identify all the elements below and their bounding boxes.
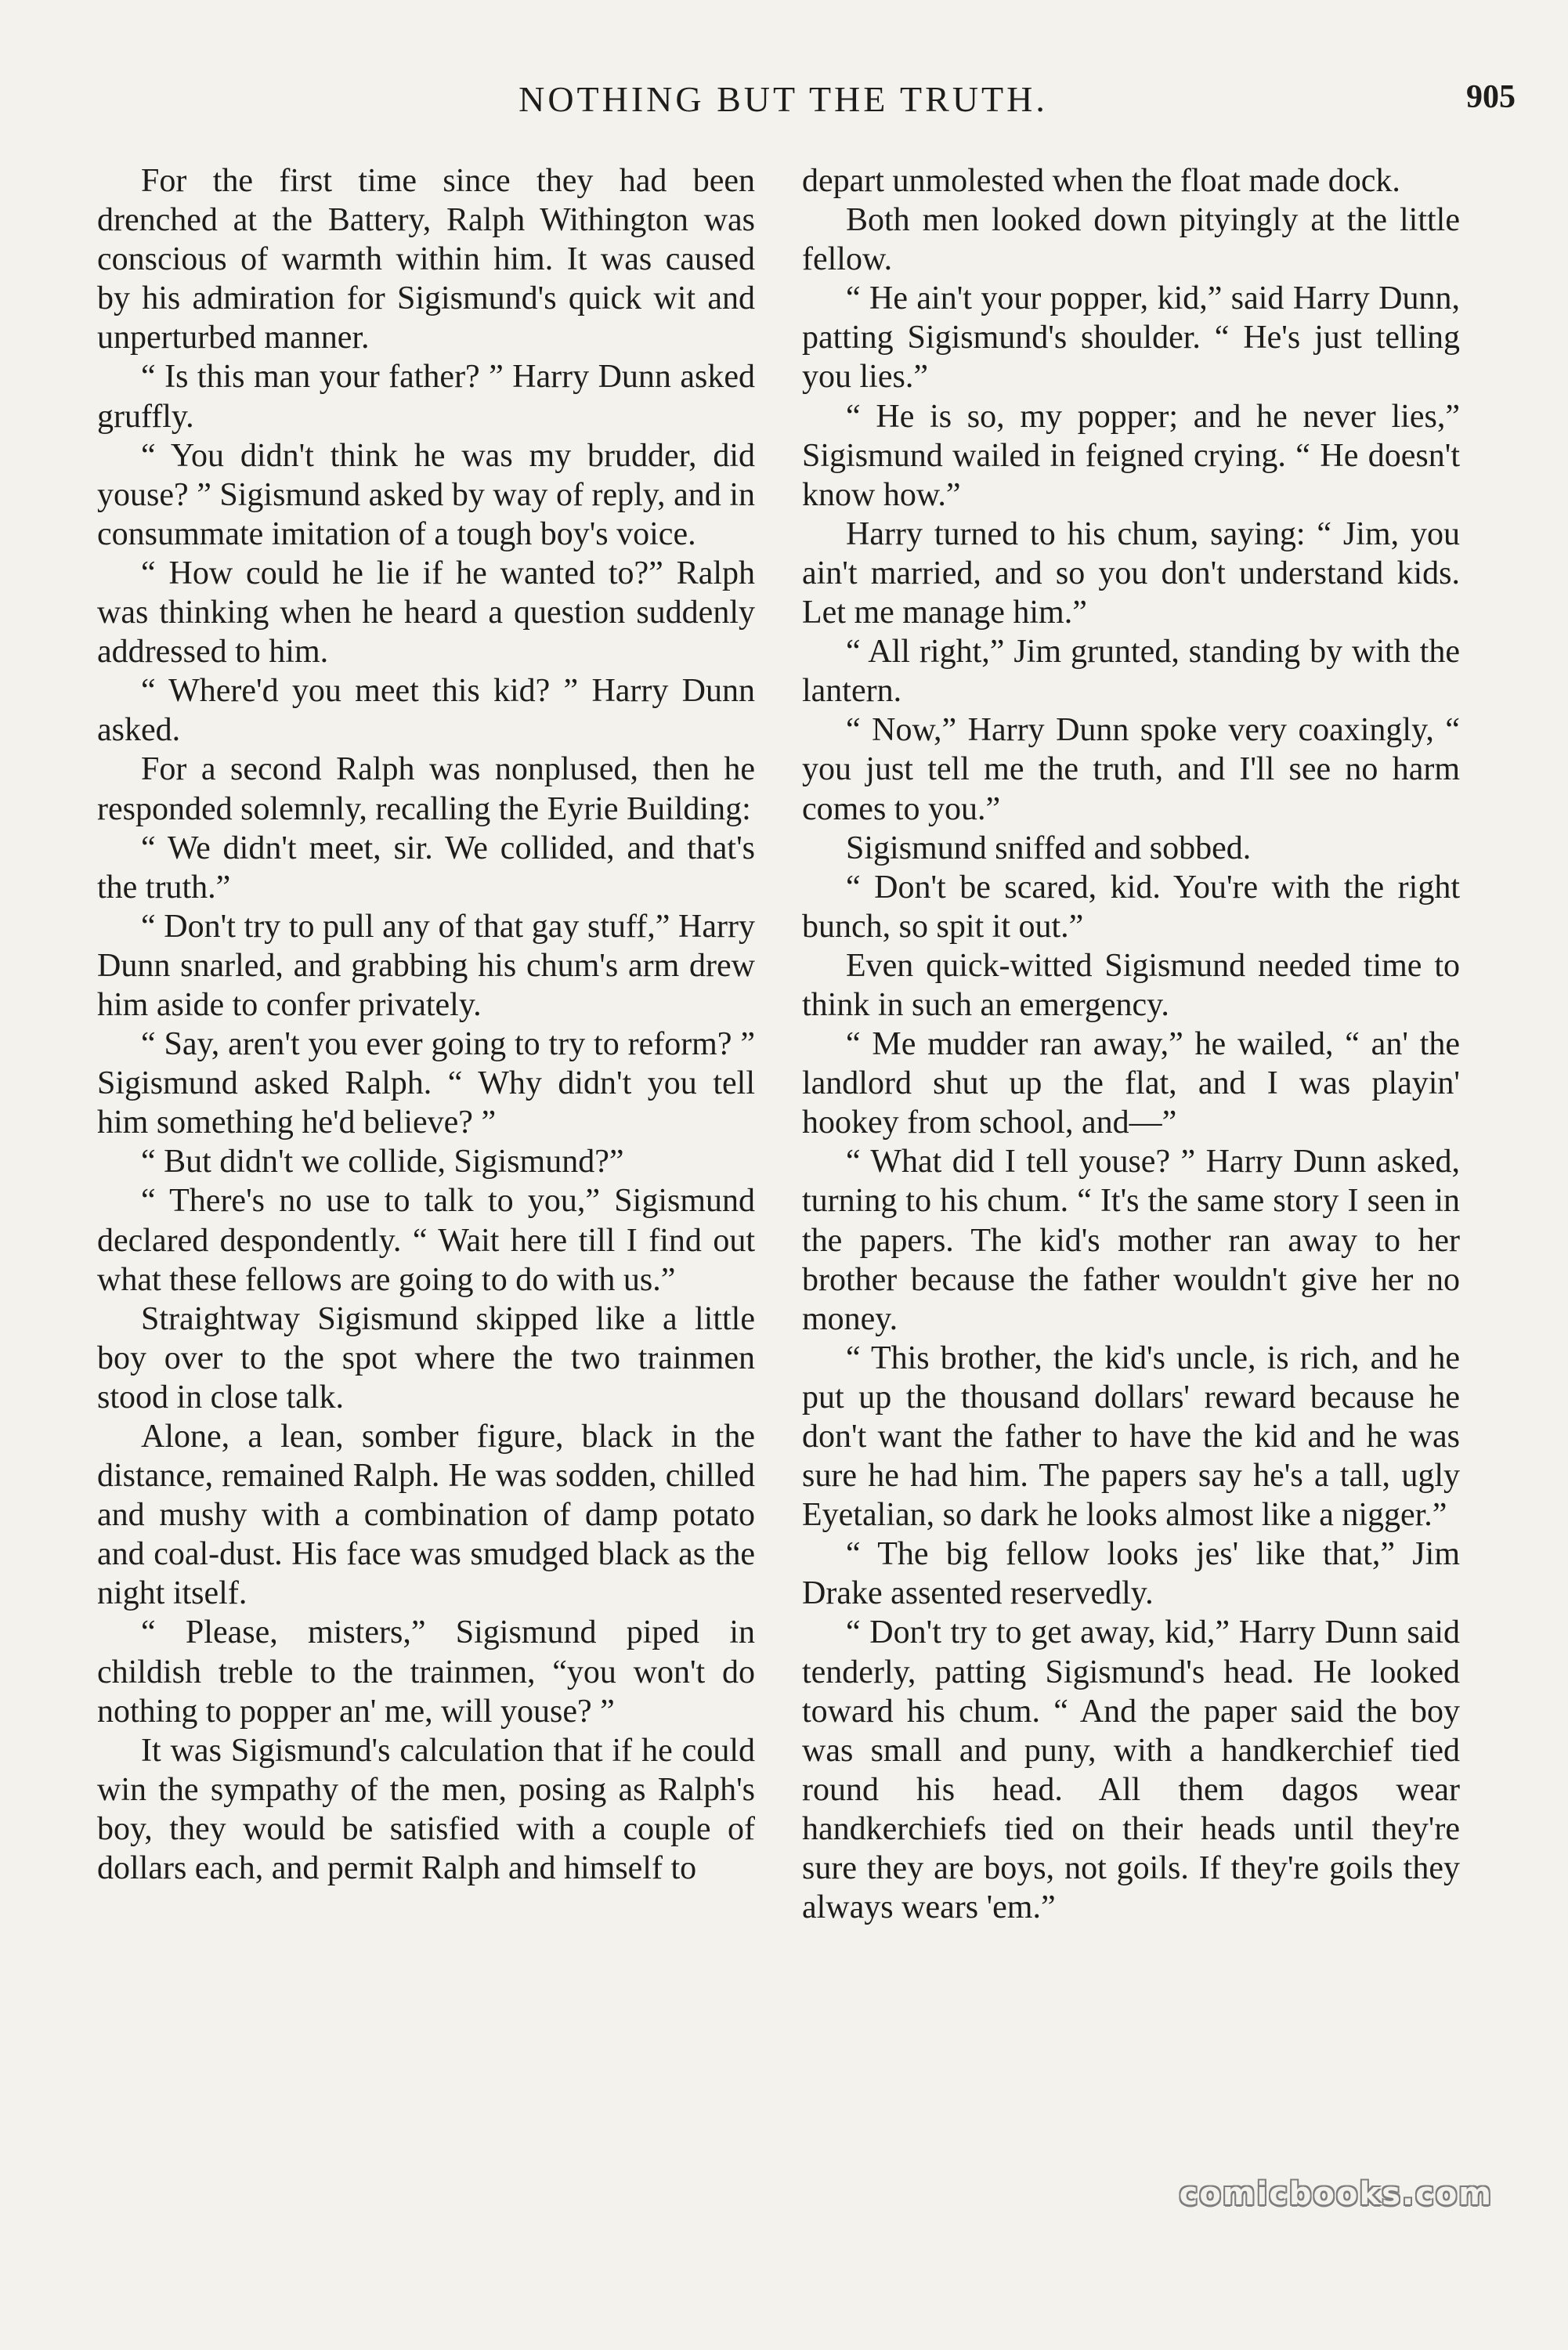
paragraph: It was Sigismund's calculation that if he could win the sympathy of the men, posing as Ralph's boy, they would be satisfied with a couple of dollars each, and permit Ralph and himself to: [97, 1732, 755, 1887]
page-number: 905: [1466, 79, 1516, 115]
paragraph: “ Say, aren't you ever going to try to reform? ” Sigismund asked Ralph. “ Why didn't you tell him something he'd believe? ”: [97, 1026, 755, 1141]
paragraph: “ We didn't meet, sir. We collided, and that's the truth.”: [97, 830, 755, 906]
paragraph: “ Now,” Harry Dunn spoke very coaxingly, “ you just tell me the truth, and I'll see no harm comes to you.”: [802, 712, 1460, 827]
paragraph: “ All right,” Jim grunted, standing by with the lantern.: [802, 634, 1460, 710]
paragraph: “ Don't be scared, kid. You're with the right bunch, so spit it out.”: [802, 869, 1460, 945]
paragraph: “ There's no use to talk to you,” Sigismund declared despondently. “ Wait here till I find out what these fellows are going to do with us.”: [97, 1183, 755, 1298]
paragraph: “ Don't try to get away, kid,” Harry Dunn said tenderly, patting Sigismund's head. He looked toward his chum. “ And the paper said the boy was small and puny, with a handkerchief tied round his head. All them dagos wear handkerchiefs tied on their heads until they're sure they are boys, not goils. If they're goils they always wears 'em.”: [802, 1614, 1460, 1926]
paragraph: Straightway Sigismund skipped like a little boy over to the spot where the two trainmen stood in close talk.: [97, 1300, 755, 1415]
paragraph: Sigismund sniffed and sobbed.: [846, 830, 1252, 866]
paragraph-continued: depart unmolested when the float made dock.: [802, 163, 1400, 199]
paragraph: “ He is so, my popper; and he never lies,” Sigismund wailed in feigned crying. “ He doesn't know how.”: [802, 398, 1460, 513]
paragraph: “ But didn't we collide, Sigismund?”: [141, 1144, 624, 1180]
paragraph: For a second Ralph was nonplused, then he responded solemnly, recalling the Eyrie Building:: [97, 751, 755, 827]
paragraph: “ Where'd you meet this kid? ” Harry Dunn asked.: [97, 673, 755, 749]
paragraph: “ Please, misters,” Sigismund piped in childish treble to the trainmen, “you won't do nothing to popper an' me, will youse? ”: [97, 1614, 755, 1730]
paragraph: “ What did I tell youse? ” Harry Dunn asked, turning to his chum. “ It's the same story I seen in the papers. The kid's mother ran away to her brother because the father wouldn't give her no money.: [802, 1144, 1460, 1337]
paragraph: Harry turned to his chum, saying: “ Jim, you ain't married, and so you don't understand kids. Let me manage him.”: [802, 515, 1460, 631]
paragraph: Both men looked down pityingly at the little fellow.: [802, 202, 1460, 278]
paragraph: “ Is this man your father? ” Harry Dunn asked gruffly.: [97, 359, 755, 435]
watermark-logo: comicbooks.com: [1179, 2176, 1493, 2212]
paragraph: “ The big fellow looks jes' like that,” Jim Drake assented reservedly.: [802, 1536, 1460, 1612]
paragraph: “ This brother, the kid's uncle, is rich, and he put up the thousand dollars' reward because he don't want the father to have the kid and he was sure he had him. The papers say he's a tall, ugly Eyetalian, so dark he looks almost like a nigger.”: [802, 1340, 1460, 1534]
right-column: [802, 161, 1460, 1927]
paragraph: “ He ain't your popper, kid,” said Harry Dunn, patting Sigismund's shoulder. “ He's just telling you lies.”: [802, 280, 1460, 396]
left-column: [97, 161, 755, 1888]
running-title: NOTHING BUT THE TRUTH.: [518, 79, 1048, 119]
paragraph: “ Don't try to pull any of that gay stuff,” Harry Dunn snarled, and grabbing his chum's arm drew him aside to confer privately.: [97, 908, 755, 1023]
paragraph: Alone, a lean, somber figure, black in the distance, remained Ralph. He was sodden, chilled and mushy with a combination of damp potato and coal-dust. His face was smudged black as the night itself.: [97, 1419, 755, 1612]
paragraph: Even quick-witted Sigismund needed time to think in such an emergency.: [802, 947, 1460, 1023]
paragraph: “ How could he lie if he wanted to?” Ralph was thinking when he heard a question suddenly addressed to him.: [97, 555, 755, 671]
paragraph: “ Me mudder ran away,” he wailed, “ an' the landlord shut up the flat, and I was playin' hookey from school, and—”: [802, 1026, 1460, 1141]
paragraph: “ You didn't think he was my brudder, did youse? ” Sigismund asked by way of reply, and in consummate imitation of a tough boy's voice.: [97, 437, 755, 552]
paragraph: For the first time since they had been drenched at the Battery, Ralph Withington was conscious of warmth within him. It was caused by his admiration for Sigismund's quick wit and unperturbed manner.: [97, 163, 755, 356]
